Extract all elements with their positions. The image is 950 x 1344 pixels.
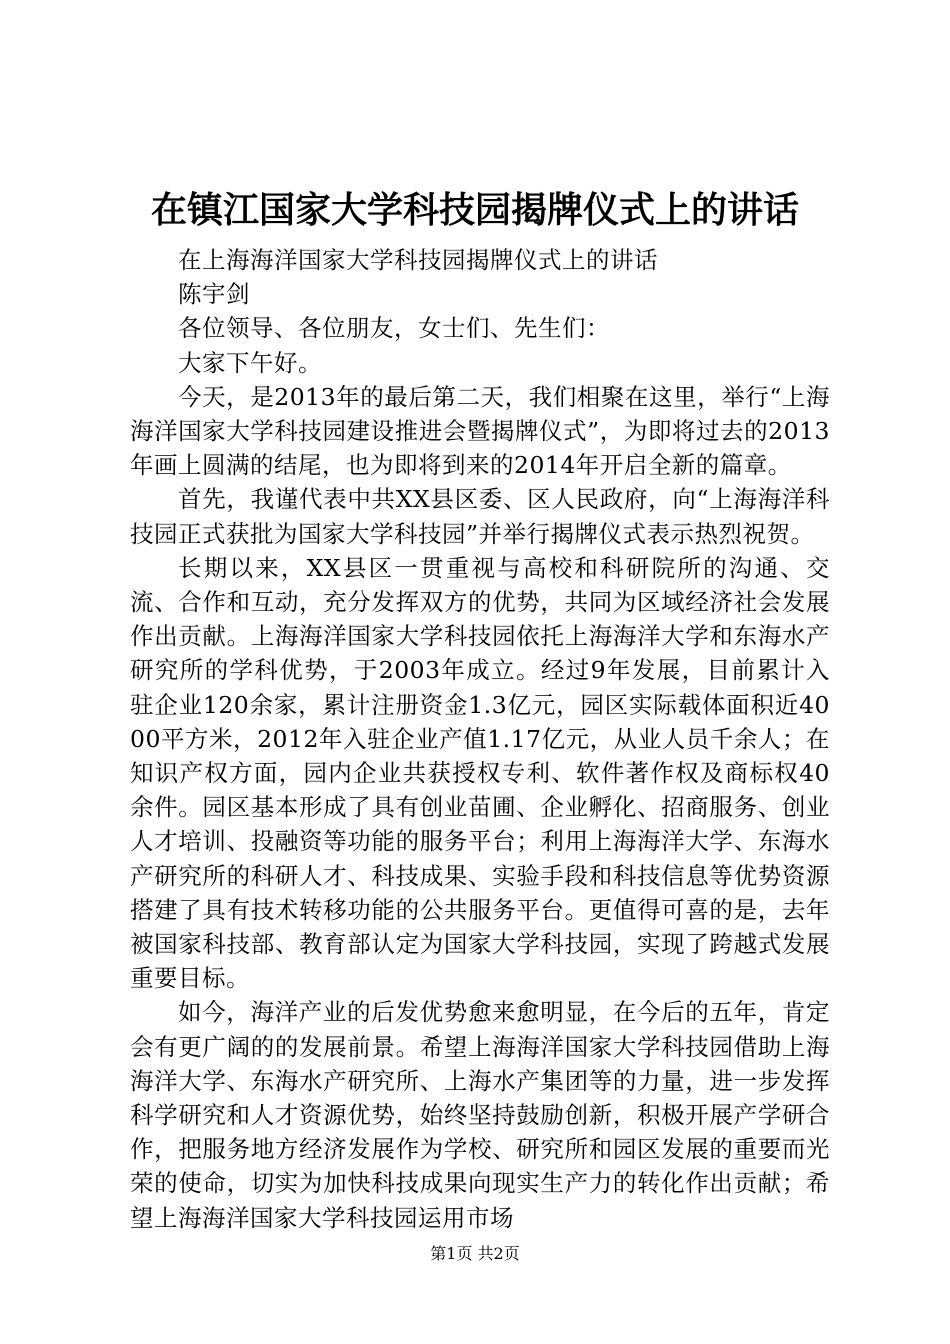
paragraph-opening: 今天，是2013年的最后第二天，我们相聚在这里，举行“上海海洋国家大学科技园建设推进会暨揭牌仪式”，为即将过去的2013年画上圆满的结尾，也为即将到来的2014年开启全新的篇章。 bbox=[130, 382, 830, 480]
speech-heading: 在上海海洋国家大学科技园揭牌仪式上的讲话 bbox=[178, 246, 658, 274]
paragraph-outlook: 如今，海洋产业的后发优势愈来愈明显，在今后的五年，肯定会有更广阔的的发展前景。希望上海海洋国家大学科技园借助上海海洋大学、东海水产研究所、上海水产集团等的力量，进一步发挥科学研究和人才资源优势，始终坚持鼓励创新，积极开展产学研合作，把服务地方经济发展作为学校、研究所和园区发展的重要而光荣的使命，切实为加快科技成果向现实生产力的转化作出贡献；希望上海海洋国家大学科技园运用市场 bbox=[130, 998, 830, 1232]
document-body bbox=[130, 243, 830, 1235]
paragraph-achievements: 长期以来，XX县区一贯重视与高校和科研院所的沟通、交流、合作和互动，充分发挥双方的优势，共同为区域经济社会发展作出贡献。上海海洋国家大学科技园依托上海海洋大学和东海水产研究所的学科优势，于2003年成立。经过9年发展，目前累计入驻企业120余家，累计注册资金1.3亿元，园区实际载体面积近4000平方米，2012年入驻企业产值1.17亿元，从业人员千余人；在知识产权方面，园内企业共获授权专利、软件著作权及商标权40余件。园区基本形成了具有创业苗圃、企业孵化、招商服务、创业人才培训、投融资等功能的服务平台；利用上海海洋大学、东海水产研究所的科研人才、科技成果、实验手段和科技信息等优势资源搭建了具有技术转移功能的公共服务平台。更值得可喜的是，去年被国家科技部、教育部认定为国家大学科技园，实现了跨越式发展重要目标。 bbox=[130, 553, 830, 993]
greeting: 大家下午好。 bbox=[178, 348, 322, 377]
paragraph-congratulations: 首先，我谨代表中共XX县区委、区人民政府，向“上海海洋科技园正式获批为国家大学科技园”并举行揭牌仪式表示热烈祝贺。 bbox=[130, 485, 830, 548]
salutation: 各位领导、各位朋友，女士们、先生们： bbox=[178, 314, 610, 343]
speaker-name: 陈宇剑 bbox=[178, 280, 250, 309]
page-footer: 第1页 共2页 bbox=[430, 1244, 520, 1263]
document-title: 在镇江国家大学科技园揭牌仪式上的讲话 bbox=[150, 189, 799, 231]
